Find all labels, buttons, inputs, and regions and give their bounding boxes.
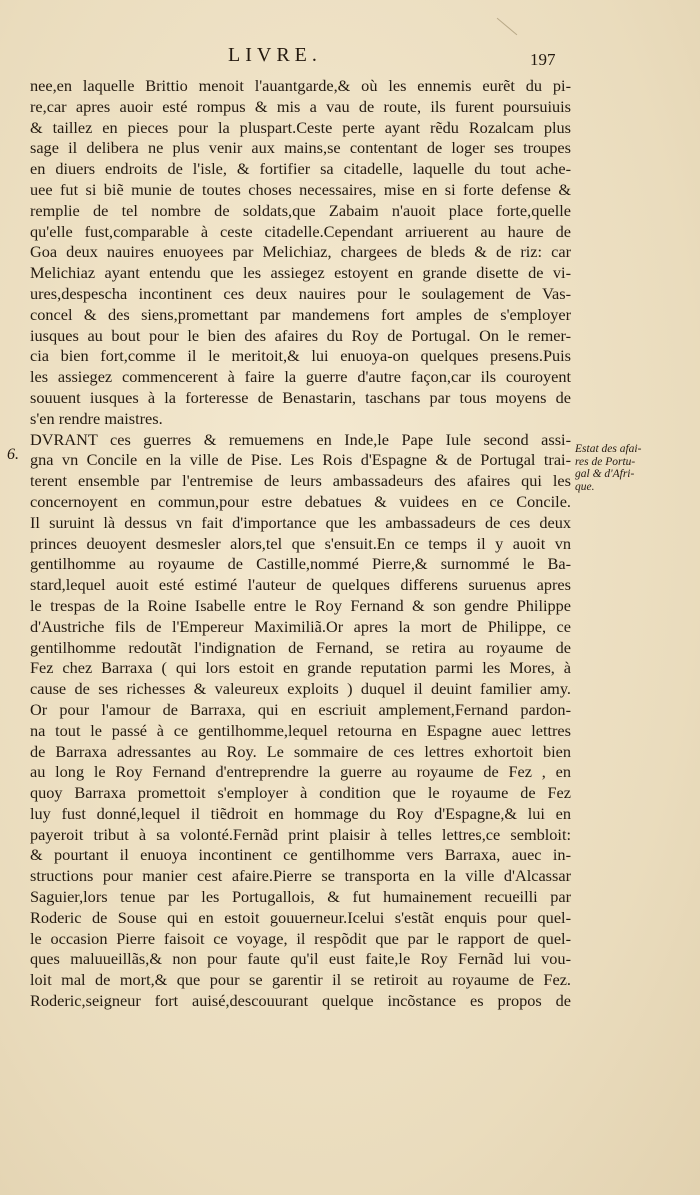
marginal-note-line: gal & d'Afri-	[575, 468, 635, 480]
text-line: de Barraxa adressantes au Roy. Le sommaire de ces lettres exhortoit bien	[30, 741, 571, 761]
text-line: princes deuoyent desmesler alors,tel que s'ensuit.En ce temps il y auoit vn	[30, 533, 571, 553]
marginal-note-line: que.	[575, 480, 595, 493]
text-line: Saguier,lors tenue par les Portugallois, & fut humainement recueilli par	[30, 887, 571, 907]
text-line: concernoyent en commun,pour estre debatues & vuidees en ce Concile.	[30, 491, 571, 511]
text-line: gna vn Concile en la ville de Pise. Les Rois d'Espagne & de Portugal trai-	[30, 450, 571, 470]
text-line: en diuers endroits de l'isle, & fortifier sa citadelle, laquelle du tout ache-	[30, 159, 571, 179]
text-line: cia bien fort,comme il le meritoit,& lui enuoya-on quelques presens.Puis	[30, 346, 571, 366]
text-line: le trespas de la Roine Isabelle entre le Roy Fernand & son gendre Philippe	[30, 595, 571, 615]
text-line: stard,lequel auoit esté estimé l'auteur de quelques differens suruenus apres	[30, 575, 571, 595]
text-line: payeroit tribut à sa volonté.Fernãd print plaisir à telles lettres,ce sembloit:	[30, 824, 571, 844]
text-line: loit mal de mort,& que pour se garentir il se retiroit au royaume de Fez.	[30, 970, 571, 990]
text-line: concel & des siens,promettant par mandemens fort amples de s'employer	[30, 304, 571, 324]
running-title: LIVRE.	[228, 44, 322, 66]
text-line: le occasion Pierre faisoit ce voyage, il respõdit que par le rapport de quel-	[30, 928, 571, 948]
text-line: cause de ses richesses & valeureux exploits ) duquel il deuint familier amy.	[30, 679, 571, 699]
text-line: uee fut si biẽ munie de toutes choses necessaires, mise en si forte defense &	[30, 179, 571, 199]
page-header	[0, 44, 700, 74]
text-line: gentilhomme au royaume de Castille,nommé Pierre,& surnommé le Ba-	[30, 554, 571, 574]
marginal-note-line: res de Portu-	[575, 455, 636, 468]
body-text	[30, 76, 571, 1012]
text-line: Or pour l'amour de Barraxa, qui en escriuit amplement,Fernand pardon-	[30, 699, 571, 719]
marginal-note	[575, 443, 685, 493]
text-line: gentilhomme redoutãt l'indignation de Fernand, se retira au royaume de	[30, 637, 571, 657]
text-line: Goa deux nauires enuoyees par Melichiaz, chargees de bleds & de riz: car	[30, 242, 571, 262]
text-line: iusques au bout pour le bien des afaires du Roy de Portugal. On le remer-	[30, 325, 571, 345]
text-line: structions pour manier cest afaire.Pierre se transporta en la ville d'Alcassar	[30, 866, 571, 886]
text-line: & taillez en pieces pour la pluspart.Ceste perte ayant rẽdu Rozalcam plus	[30, 117, 571, 137]
page-number: 197	[530, 50, 556, 69]
text-line: & pourtant il enuoya incontinent ce gentilhomme vers Barraxa, auec in-	[30, 845, 571, 865]
text-line: quoy Barraxa promettoit s'employer à condition que le royaume de Fez	[30, 783, 571, 803]
marginal-note-line: Estat des afai-	[575, 443, 642, 455]
text-line: les assiegez commencerent à faire la guerre d'autre façon,car ils couroyent	[30, 367, 571, 387]
paper-fold-mark	[497, 18, 518, 35]
text-line: terent ensemble par l'entremise de leurs ambassadeurs des afaires qui les	[30, 471, 571, 491]
text-line: sage il delibera ne plus venir aux mains,se contentant de loger ses troupes	[30, 138, 571, 158]
text-line: ures,despescha incontinent ces deux nauires pour le soulagement de Vas-	[30, 283, 571, 303]
text-line: Fez chez Barraxa ( qui lors estoit en grande reputation parmi les Mores, à	[30, 658, 571, 678]
text-line: re,car apres auoir esté rompus & mis a vau de route, ils furent poursuiuis	[30, 96, 571, 116]
section-number: 6.	[7, 446, 19, 463]
text-line: d'Austriche fils de l'Empereur Maximiliã.Or apres la mort de Philippe, ce	[30, 616, 571, 636]
text-line: na tout le passé à ce gentilhomme,lequel retourna en Espagne auec lettres	[30, 720, 571, 740]
text-line: DVRANT ces guerres & remuemens en Inde,le Pape Iule second assi-	[30, 429, 571, 449]
text-line: Melichiaz ayant entendu que les assiegez estoyent en grande disette de vi-	[30, 263, 571, 283]
text-line: qu'elle fust,comparable à ceste citadelle.Cependant arriuerent au haure de	[30, 221, 571, 241]
text-line: souuent iusques à la forteresse de Benastarin, taschans par tous moyens de	[30, 387, 571, 407]
text-line: Roderic,seigneur fort auisé,descouurant quelque incõstance es propos de	[30, 991, 571, 1011]
text-line: ques maluueillãs,& non pour faute qu'il eust faite,le Roy Fernãd lui vou-	[30, 949, 571, 969]
text-line: Roderic de Souse qui en estoit gouuerneur.Icelui s'estãt enquis pour quel-	[30, 907, 571, 927]
text-line: luy fust donné,lequel il tiẽdroit en hommage du Roy d'Espagne,& lui en	[30, 803, 571, 823]
text-line: au long le Roy Fernand d'entreprendre la guerre au royaume de Fez , en	[30, 762, 571, 782]
text-line: Il suruint là dessus vn fait d'importance que les ambassadeurs de ces deux	[30, 512, 571, 532]
text-line: remplie de tel nombre de soldats,que Zabaim n'auoit place forte,quelle	[30, 200, 571, 220]
text-line: nee,en laquelle Brittio menoit l'auantgarde,& où les ennemis eurẽt du pi-	[30, 76, 571, 95]
text-line: s'en rendre maistres.	[30, 408, 163, 428]
